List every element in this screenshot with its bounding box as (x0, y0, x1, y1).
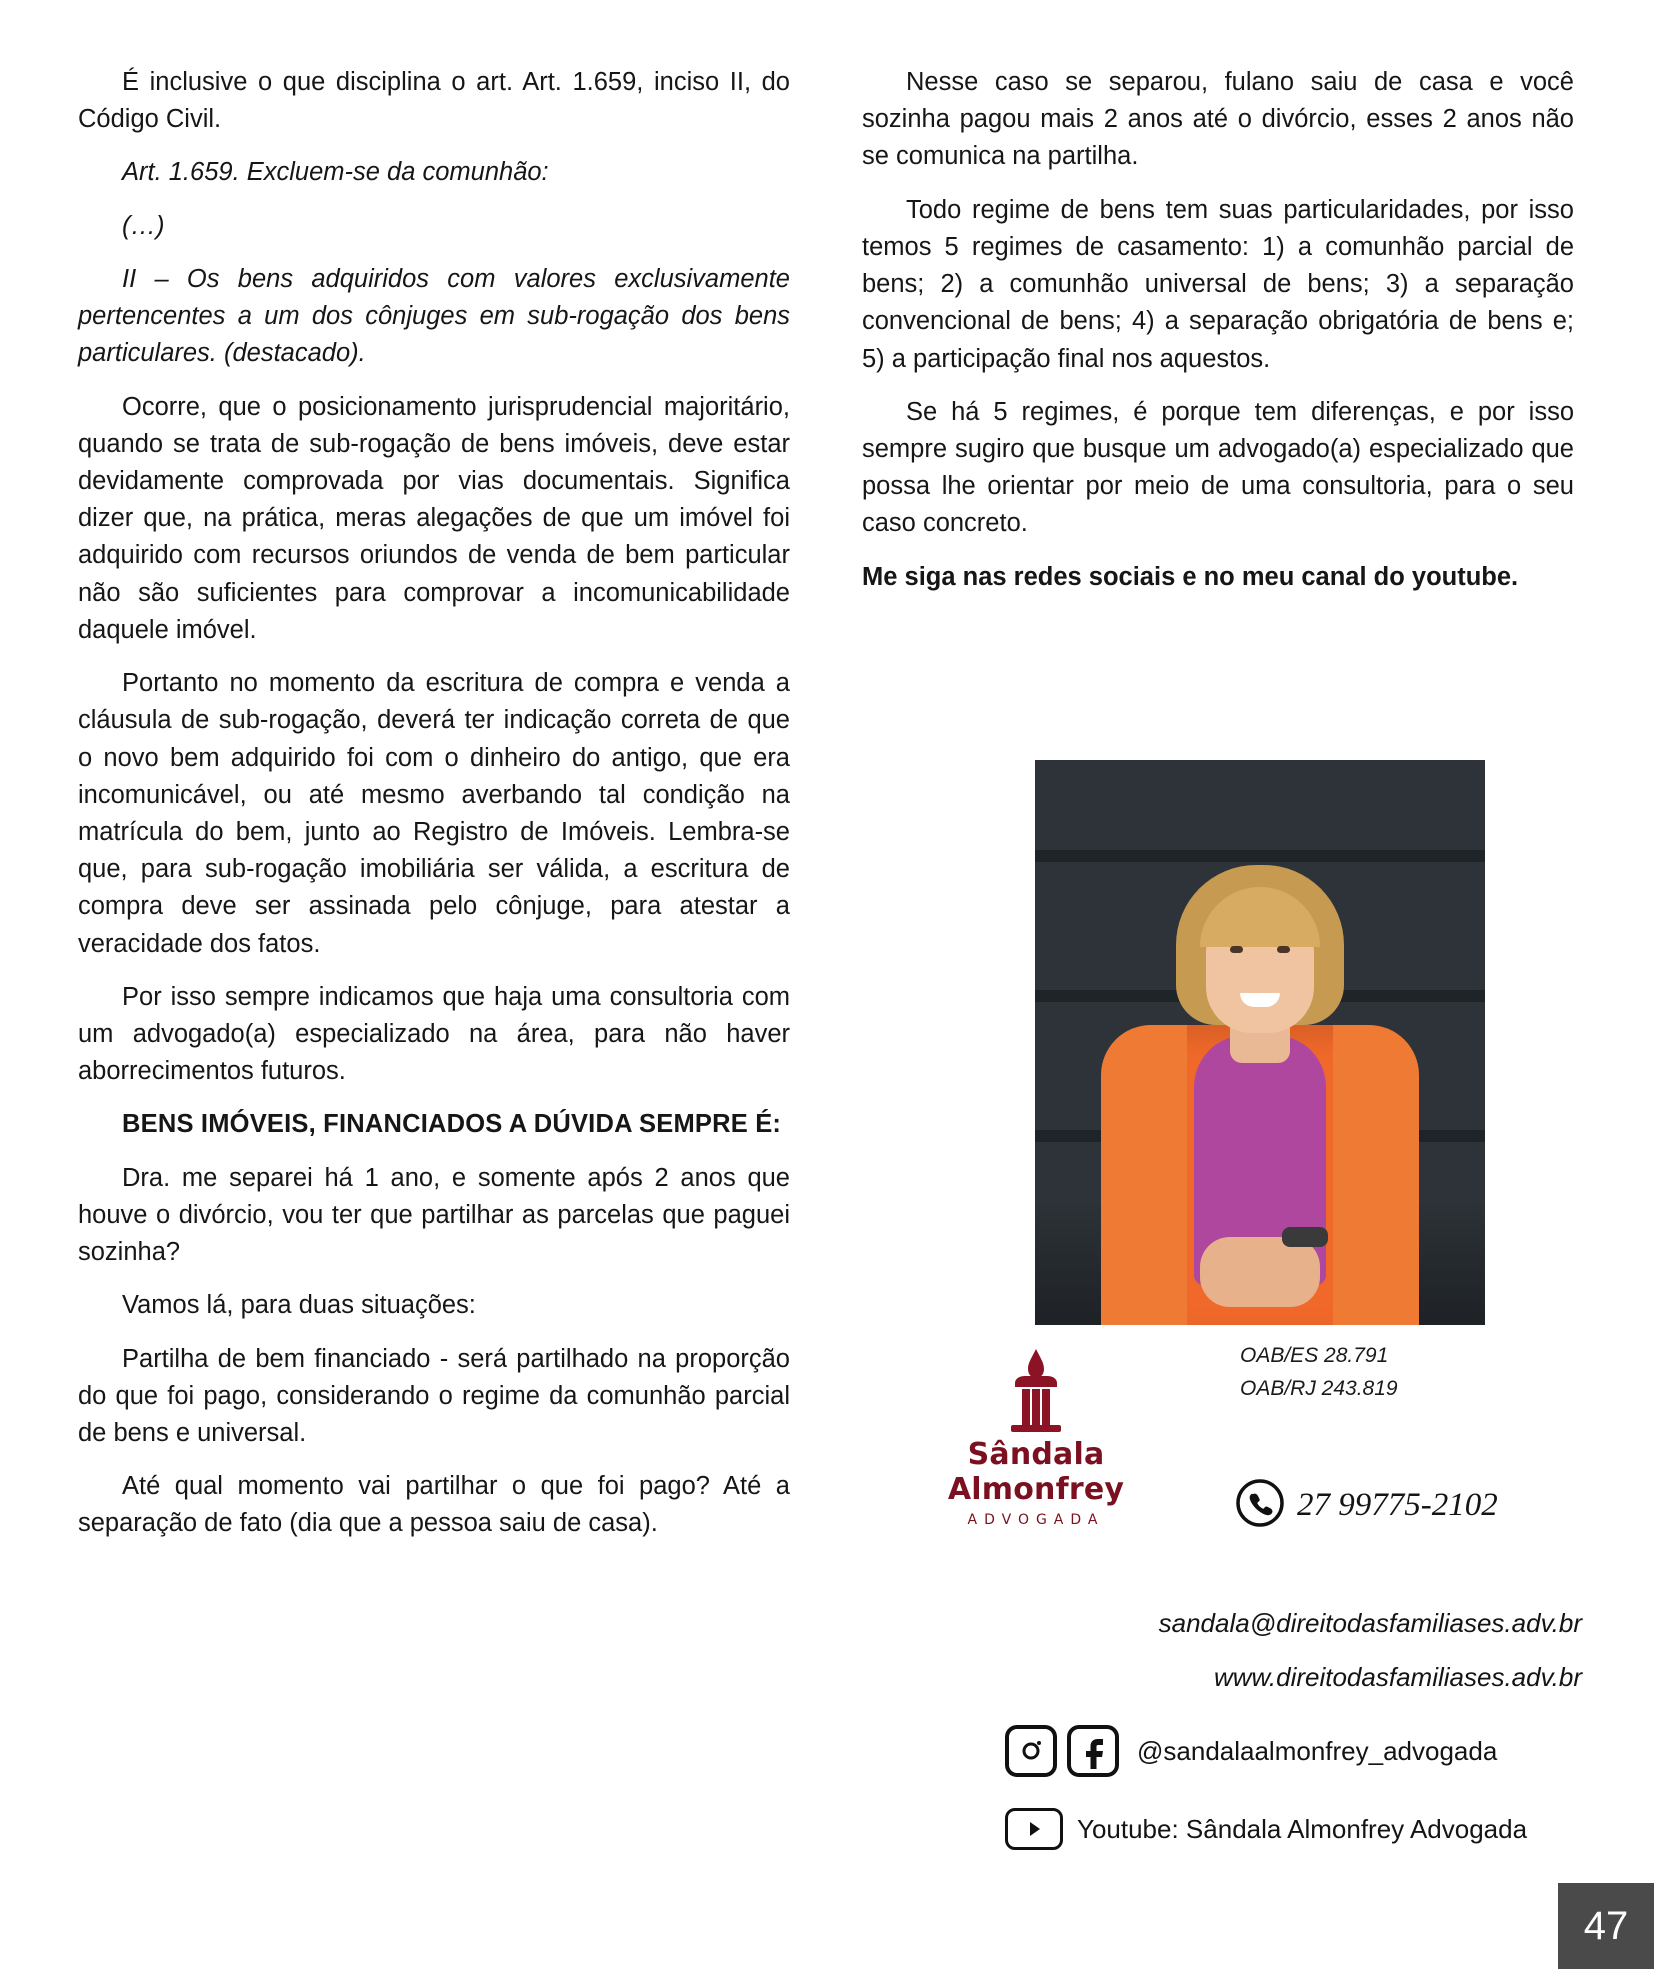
facebook-icon[interactable] (1067, 1725, 1119, 1777)
phone-number: 27 99775-2102 (1297, 1487, 1498, 1523)
website-url[interactable]: www.direitodasfamiliases.adv.br (1214, 1662, 1582, 1692)
logo-name: Sândala Almonfrey (947, 1437, 1125, 1507)
logo-subtitle: ADVOGADA (967, 1512, 1105, 1528)
youtube-row[interactable] (1005, 1808, 1527, 1850)
paragraph: Dra. me separei há 1 ano, e somente após 2 anos que houve o divórcio, vou ter que partilhar as parcelas que paguei sozinha? (78, 1163, 790, 1267)
brand-logo (886, 1345, 1186, 1528)
paragraph: Ocorre, que o posicionamento jurisprudencial majoritário, quando se trata de sub-rogação de bens imóveis, deve estar devidamente comprovada por vias documentais. Significa dizer que, na prática, meras alegações de que um imóvel foi adquirido com recursos oriundos de venda de bem particular não são suficientes para comprovar a incomunicabilidade daquele imóvel. (78, 392, 790, 644)
paragraph: Nesse caso se separou, fulano saiu de casa e você sozinha pagou mais 2 anos até o divórcio, esses 2 anos não se comunica na partilha. (862, 68, 1574, 171)
right-column (862, 64, 1574, 612)
oab-numbers (1240, 1340, 1570, 1405)
whatsapp-icon (1235, 1478, 1285, 1533)
author-photo (1035, 760, 1485, 1325)
left-column (78, 64, 790, 1559)
paragraph: Todo regime de bens tem suas particularidades, por isso temos 5 regimes de casamento: 1) a comunhão parcial de bens; 2) a comunhão universal de bens; 3) a separação convencional de bens; 4) a separação obrigatória de bens e; 5) a participação final nos aquestos. (862, 195, 1574, 373)
phone-row[interactable] (1235, 1478, 1498, 1533)
paragraph: Portanto no momento da escritura de compra e venda a cláusula de sub-rogação, deverá ter indicação correta de que o novo bem adquirido foi com o dinheiro do antigo, que era incomunicável, ou até mesmo averbando tal condição na matrícula do bem, junto ao Registro de Imóveis. Lembra-se que, para sub-rogação imobiliária ser válida, a escritura de compra deve ser assinada pelo cônjuge, para atestar a veracidade dos fatos. (78, 669, 790, 958)
logo-mark-icon (886, 1345, 1186, 1433)
oab-es: OAB/ES 28.791 (1240, 1344, 1389, 1367)
paragraph: É inclusive o que disciplina o art. Art. 1.659, inciso II, do Código Civil. (78, 68, 790, 134)
paragraph: Até qual momento vai partilhar o que foi pago? Até a separação de fato (dia que a pessoa saiu de casa). (78, 1472, 790, 1538)
law-citation-title: Art. 1.659. Excluem-se da comunhão: (122, 158, 549, 187)
paragraph: Vamos lá, para duas situações: (122, 1291, 476, 1320)
law-citation-item: II – Os bens adquiridos com valores exclusivamente pertencentes a um dos cônjuges em sub-rogação dos bens particulares. (destacado). (78, 264, 790, 368)
youtube-channel: Youtube: Sândala Almonfrey Advogada (1077, 1813, 1528, 1844)
page-number: 47 (1558, 1883, 1654, 1969)
youtube-icon[interactable] (1005, 1808, 1063, 1850)
instagram-icon[interactable] (1005, 1725, 1057, 1777)
email-address[interactable]: sandala@direitodasfamiliases.adv.br (1158, 1608, 1582, 1638)
hands (1200, 1237, 1320, 1307)
paragraph: Se há 5 regimes, é porque tem diferenças, e por isso sempre sugiro que busque um advogado(a) especializado que possa lhe orientar por meio de uma consultoria, para o seu caso concreto. (862, 397, 1574, 538)
social-row[interactable] (1005, 1725, 1497, 1777)
eye-right (1277, 946, 1290, 953)
oab-rj: OAB/RJ 243.819 (1240, 1376, 1398, 1400)
call-to-action-text: Me siga nas redes sociais e no meu canal do youtube. (862, 562, 1519, 591)
paragraph: Por isso sempre indicamos que haja uma consultoria com um advogado(a) especializado na área, para não haver aborrecimentos futuros. (78, 982, 790, 1086)
paragraph: Partilha de bem financiado - será partilhado na proporção do que foi pago, considerando o regime da comunhão parcial de bens e universal. (78, 1344, 790, 1447)
person-figure (1095, 895, 1425, 1325)
social-handle: @sandalaalmonfrey_advogada (1137, 1735, 1498, 1766)
law-citation-ellipsis: (…) (122, 211, 165, 240)
wristwatch (1282, 1227, 1328, 1247)
section-heading: BENS IMÓVEIS, FINANCIADOS A DÚVIDA SEMPRE É: (122, 1110, 782, 1139)
eye-left (1230, 946, 1243, 953)
